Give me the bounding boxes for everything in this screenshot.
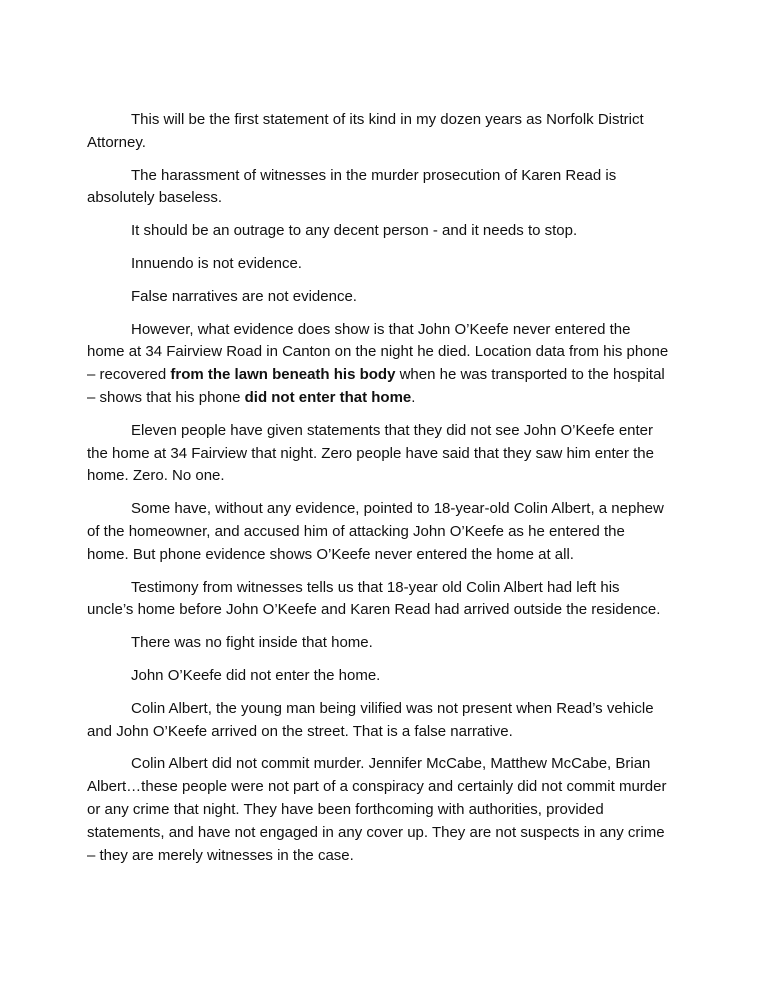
paragraph-7	[87, 420, 669, 488]
document-page	[87, 109, 669, 877]
paragraph-text: False narratives are not evidence.	[131, 287, 357, 305]
paragraph-5	[87, 286, 669, 309]
paragraph-text: However, what evidence does show is that John O’Keefe never entered the home at 34 Fairview Road in Canton on the night he died. Location data from his phone – recovered	[87, 320, 669, 384]
paragraph-4	[87, 253, 669, 276]
paragraph-3	[87, 220, 669, 243]
paragraph-text: There was no fight inside that home.	[131, 634, 373, 652]
paragraph-text: when he was transported to the hospital – shows that his phone	[87, 366, 665, 406]
paragraph-text: Some have, without any evidence, pointed to 18-year-old Colin Albert, a nephew of the homeowner, and accused him of attacking John O’Keefe as he entered the home. But phone evidence shows O’Keefe never entered the home at all.	[87, 500, 664, 563]
paragraph-text: Testimony from witnesses tells us that 18-year old Colin Albert had left his uncle’s home before John O’Keefe and Karen Read had arrived outside the residence.	[87, 578, 661, 619]
paragraph-1	[87, 109, 669, 155]
paragraph-text: John O’Keefe did not enter the home.	[131, 666, 381, 684]
paragraph-text: Eleven people have given statements that they did not see John O’Keefe enter the home at 34 Fairview that night. Zero people have said that they saw him enter the home. Zero. No one.	[87, 421, 654, 485]
paragraph-11	[87, 665, 669, 688]
bold-phrase-lawn: from the lawn beneath his body	[170, 366, 396, 384]
paragraph-13	[87, 753, 669, 867]
paragraph-9	[87, 577, 669, 623]
bold-phrase-did-not-enter: did not enter that home	[244, 388, 412, 406]
paragraph-text: Innuendo is not evidence.	[131, 254, 302, 272]
paragraph-text: .	[411, 388, 416, 406]
paragraph-8	[87, 498, 669, 566]
paragraph-10	[87, 632, 669, 655]
paragraph-text: It should be an outrage to any decent person - and it needs to stop.	[131, 222, 578, 240]
paragraph-text: Colin Albert, the young man being vilified was not present when Read’s vehicle and John O’Keefe arrived on the street. That is a false narrative.	[87, 699, 654, 740]
paragraph-text: This will be the first statement of its kind in my dozen years as Norfolk District Attorney.	[87, 111, 644, 151]
paragraph-text: Colin Albert did not commit murder. Jennifer McCabe, Matthew McCabe, Brian Albert…these people were not part of a conspiracy and certainly did not commit murder or any crime that night. They have been forthcoming with authorities, provided statements, and have not engaged in any cover up. They are not suspects in any crime – they are merely witnesses in the case.	[87, 755, 667, 864]
paragraph-12	[87, 698, 669, 744]
paragraph-text: The harassment of witnesses in the murder prosecution of Karen Read is absolutely baseless.	[87, 166, 617, 207]
paragraph-6	[87, 319, 669, 410]
paragraph-2	[87, 165, 669, 211]
